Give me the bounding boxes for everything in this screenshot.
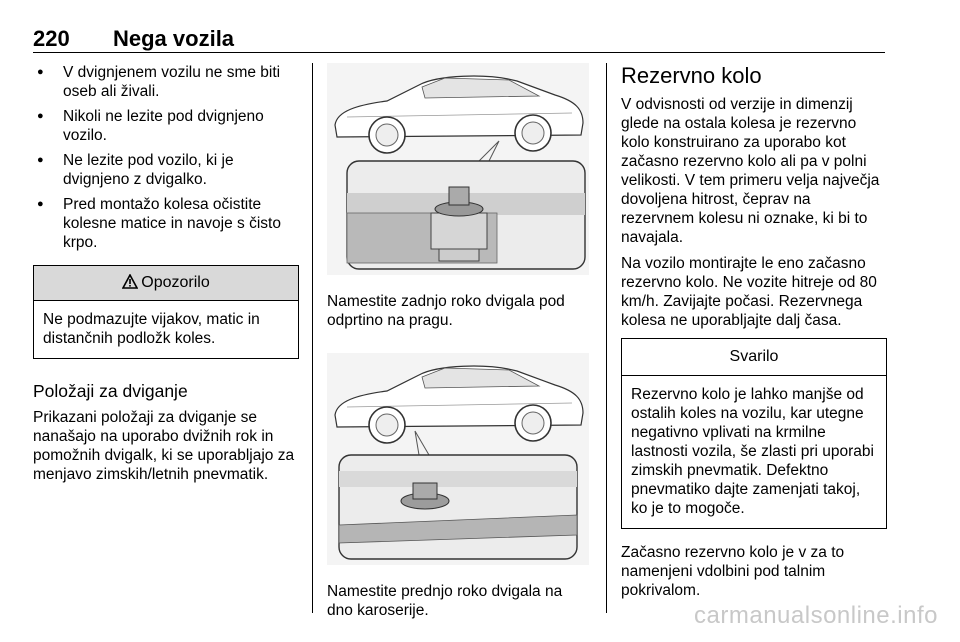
spare-wheel-paragraph-2: Na vozilo montirajte le eno začasno rezervno kolo. Ne vozite hitreje od 80 km/h. Zavijajte počasi. Rezervnega kolesa ne uporabljajte dalj časa. <box>621 255 877 329</box>
safety-bullet-list <box>33 63 299 252</box>
warning-title: Opozorilo <box>141 274 210 291</box>
warning-triangle-icon <box>122 274 138 289</box>
watermark: carmanualsonline.info <box>694 602 938 629</box>
warning-box-header <box>34 266 298 301</box>
column-divider-2 <box>606 63 607 613</box>
caution-text: Rezervno kolo je lahko manjše od ostalih koles na vozilu, kar utegne negativno vplivati na krmilne lastnosti vozila, še zlasti pri uporabi zimskih pnevmatik. Defektno pnevmatiko dajte zamenjati takoj, ko je to mogoče. <box>631 386 874 517</box>
section-heading-lifting-points: Položaji za dviganje <box>33 381 188 401</box>
caution-box-header: Svarilo <box>622 339 886 376</box>
column-left <box>33 63 299 491</box>
section-heading-spare-wheel: Rezervno kolo <box>621 63 762 88</box>
warning-text: Ne podmazujte vijakov, matic in distančnih podložk koles. <box>43 311 260 347</box>
list-item: ● V dvignjenem vozilu ne sme biti oseb ali živali. <box>33 63 299 101</box>
column-right <box>621 63 887 607</box>
list-item: ● Ne lezite pod vozilo, ki je dvignjeno z dvigalko. <box>33 151 299 189</box>
list-item: ● Nikoli ne lezite pod dvignjeno vozilo. <box>33 107 299 145</box>
warning-box <box>33 265 299 359</box>
front-lift-point-illustration <box>327 353 589 565</box>
spare-wheel-paragraph-1: V odvisnosti od verzije in dimenzij glede na ostala kolesa je rezervno kolo konstruirano za uporabo kot začasno rezervno kolo ali pa v polni velikosti. V tem primeru velja največja dovoljena hitrost, čeprav na rezervnem kolesu ni oznake, ki bi to navajala. <box>621 96 880 246</box>
front-lift-caption: Namestite prednjo roko dvigala na dno karoserije. <box>327 583 563 619</box>
spare-wheel-paragraph-3: Začasno rezervno kolo je v za to namenjeni vdolbini pod talnim pokrivalom. <box>621 544 845 599</box>
caution-box <box>621 338 887 529</box>
page-number: 220 <box>33 26 70 51</box>
column-divider-1 <box>312 63 313 613</box>
page-title: Nega vozila <box>113 26 235 51</box>
column-middle <box>327 63 589 627</box>
rear-lift-point-illustration <box>327 63 589 275</box>
rear-lift-caption: Namestite zadnjo roko dvigala pod odprtino na pragu. <box>327 293 565 329</box>
list-item: ● Pred montažo kolesa očistite kolesne matice in navoje s čisto krpo. <box>33 195 299 252</box>
page-header <box>33 26 885 53</box>
lifting-points-text: Prikazani položaji za dviganje se nanašajo na uporabo dvižnih rok in pomožnih dvigalk, ki se uporabljajo za menjavo zimskih/letnih pnevmatik. <box>33 409 295 483</box>
